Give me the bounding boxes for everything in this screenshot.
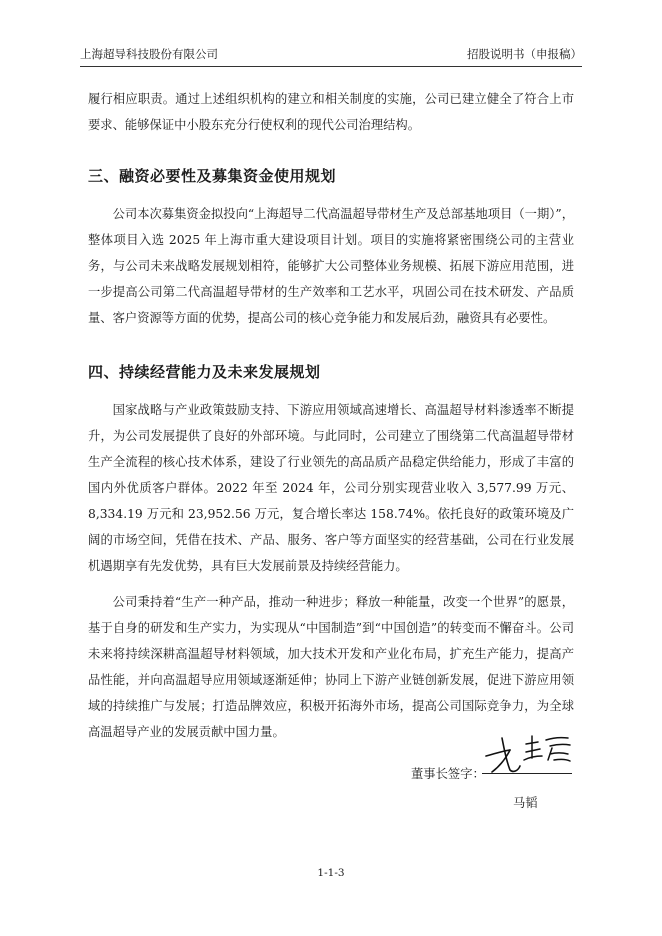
section3-paragraph: 公司本次募集资金拟投向“上海超导二代高温超导带材生产及总部基地项目（一期）”，整体项目入选 2025 年上海市重大建设项目计划。项目的实施将紧密围绕公司的主营业务，与公司未来战略发展规划相符，能够扩大公司整体业务规模、拓展下游应用范围，进一步提高公司第二代高温超导带材的生产效率和工艺水平，巩固公司在技术研发、产品质量、客户资源等方面的优势，提高公司的核心竞争能力和发展后劲，融资具有必要性。 [88,207,575,325]
section4-paragraph-2: 公司秉持着“生产一种产品，推动一种进步；释放一种能量，改变一个世界”的愿景，基于自身的研发和生产实力，为实现从“中国制造”到“中国创造”的转变而不懈奋斗。公司未来将持续深耕高温超导材料领域，加大技术开发和产业化布局，扩充生产能力，提高产品性能，并向高温超导应用领域逐渐延伸；协同上下游产业链创新发展，促进下游应用领域的持续推广与发展；打造品牌效应，积极开拓海外市场，提高公司国际竞争力，为全球高温超导产业的发展贡献中国力量。 [88,595,574,739]
header-document-title: 招股说明书（申报稿） [467,47,582,61]
header-company-name: 上海超导科技股份有限公司 [80,47,218,61]
document-body [88,86,574,745]
signature-line [482,773,572,774]
paragraph-gap [88,579,574,589]
page-header [80,44,582,67]
signer-name: 马韬 [513,796,538,810]
intro-paragraph: 履行相应职责。通过上述组织机构的建立和相关制度的实施，公司已建立健全了符合上市要求、能够保证中小股东充分行使权利的现代公司治理结构。 [88,92,574,132]
section4-paragraph-1: 国家战略与产业政策鼓励支持、下游应用领域高速增长、高温超导材料渗透率不断提升，为公司发展提供了良好的外部环境。与此同时，公司建立了围绕第二代高温超导带材生产全流程的核心技术体系，建设了行业领先的高品质产品稳定供给能力，形成了丰富的国内外优质客户群体。2022 年至 2024 年，公司分别实现营业收入 3,577.99 万元、8,334.19 万元和 23,952.56 万元，复合增长率达 158.74%。依托良好的政策环境及广阔的市场空间，凭借在技术、产品、服务、客户等方面坚实的经营基础，公司在行业发展机遇期享有先发优势，具有巨大发展前景及持续经营能力。 [88,403,574,573]
page-number: 1-1-3 [317,867,345,879]
section3-heading: 三、融资必要性及募集资金使用规划 [88,167,337,185]
section4-heading: 四、持续经营能力及未来发展规划 [88,363,321,381]
handwritten-signature [480,726,580,776]
signature-label: 董事长签字： [411,767,485,781]
